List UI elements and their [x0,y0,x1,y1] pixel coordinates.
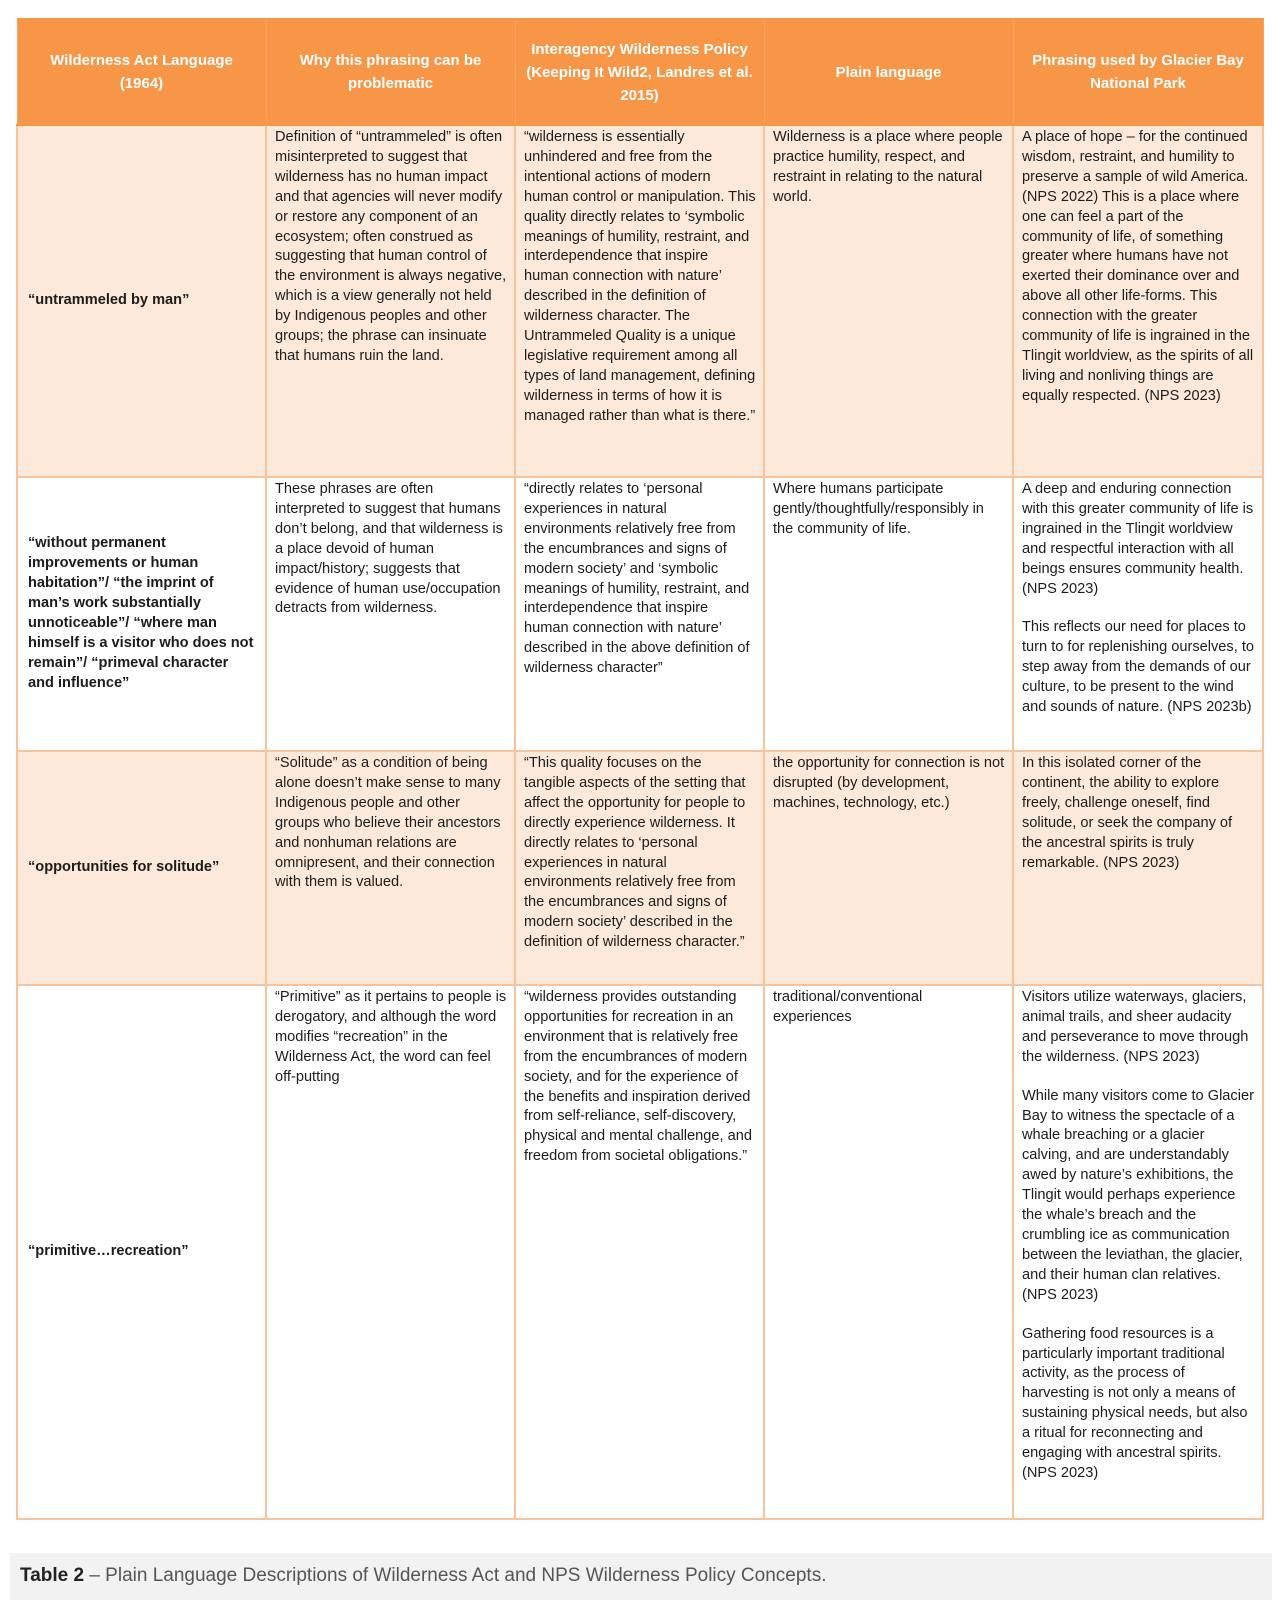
caption-label: Table 2 [20,1565,85,1586]
header-plain-language: Plain language [764,19,1013,125]
caption-text: – Plain Language Descriptions of Wilderness Act and NPS Wilderness Policy Concepts. [84,1565,827,1586]
cell-glacier-bay [1013,477,1263,751]
cell-policy: “wilderness is essentially unhindered and free from the intentional actions of modern human control or manipulation. This quality directly relates to ‘symbolic meanings of humility, restraint, and interdependence that inspire human connection with nature’ described in the definition of wilderness character. The Untrammeled Quality is a unique legislative requirement among all types of land management, defining wilderness in terms of how it is managed rather than what is there.” [515,125,764,477]
cell-problem: “Primitive” as it pertains to people is derogatory, and although the word modifies “recreation” in the Wilderness Act, the word can feel off-putting [266,985,515,1519]
glacier-bay-paragraph: Visitors utilize waterways, glaciers, animal trails, and sheer audacity and perseverance to move through the wilderness. (NPS 2023) [1022,989,1249,1065]
header-glacier-bay: Phrasing used by Glacier Bay National Park [1013,19,1263,125]
glacier-bay-paragraph: A deep and enduring connection with this greater community of life is ingrained in the Tlingit worldview and respectful interaction with all beings ensures community health. (NPS 2023) [1022,481,1254,597]
cell-plain: the opportunity for connection is not disrupted (by development, machines, technology, etc.) [764,751,1013,985]
cell-glacier-bay [1013,985,1263,1519]
table-row [17,477,1263,751]
glacier-bay-paragraph: This reflects our need for places to turn to for replenishing ourselves, to step away from the demands of our culture, to be present to the wind and sounds of nature. (NPS 2023b) [1022,619,1255,716]
table-row [17,751,1263,985]
table-row [17,125,1263,477]
comparison-table [16,18,1264,1520]
cell-glacier-bay [1013,751,1263,985]
cell-term: “without permanent improvements or human habitation”/ “the imprint of man’s work substantially unnoticeable”/ “where man himself is a visitor who does not remain”/ “primeval character and influence” [17,477,266,751]
header-interagency-policy: Interagency Wilderness Policy (Keeping It Wild2, Landres et al. 2015) [515,19,764,125]
cell-plain: Wilderness is a place where people practice humility, respect, and restraint in relating to the natural world. [764,125,1013,477]
cell-policy: “directly relates to ‘personal experiences in natural environments relatively free from the encumbrances and signs of modern society’ and ‘symbolic meanings of humility, restraint, and interdependence that inspire human connection with nature’ described in the above definition of wilderness character” [515,477,764,751]
cell-problem: Definition of “untrammeled” is often misinterpreted to suggest that wilderness has no human impact and that agencies will never modify or restore any component of an ecosystem; often construed as suggesting that human control of the environment is always negative, which is a view generally not held by Indigenous peoples and other groups; the phrase can insinuate that humans ruin the land. [266,125,515,477]
cell-problem: “Solitude” as a condition of being alone doesn’t make sense to many Indigenous people and other groups who believe their ancestors and nonhuman relations are omnipresent, and their connection with them is valued. [266,751,515,985]
glacier-bay-paragraph: Gathering food resources is a particularly important traditional activity, as the process of harvesting is not only a means of sustaining physical needs, but also a ritual for reconnecting and engaging with ancestral spirits. (NPS 2023) [1022,1325,1248,1481]
cell-term: “opportunities for solitude” [17,751,266,985]
cell-term: “untrammeled by man” [17,125,266,477]
glacier-bay-paragraph: While many visitors come to Glacier Bay to witness the spectacle of a whale breaching or a glacier calving, and are understandably awed by nature’s exhibitions, the Tlingit would perhaps experience the whale’s breach and the crumbling ice as communication between the leviathan, the glacier, and their human clan relatives. (NPS 2023) [1022,1087,1254,1303]
cell-problem: These phrases are often interpreted to suggest that humans don’t belong, and that wilderness is a place devoid of human impact/history; suggests that evidence of human use/occupation detracts from wilderness. [266,477,515,751]
comparison-table-container [16,18,1262,1520]
header-wilderness-act: Wilderness Act Language (1964) [17,19,266,125]
cell-glacier-bay [1013,125,1263,477]
cell-policy: “wilderness provides outstanding opportunities for recreation in an environment that is relatively free from the encumbrances of modern society, and for the experience of the benefits and inspiration derived from self-reliance, self-discovery, physical and mental challenge, and freedom from societal obligations.” [515,985,764,1519]
table-header-row [17,19,1263,125]
table-caption [10,1553,1272,1600]
header-problematic: Why this phrasing can be problematic [266,19,515,125]
glacier-bay-paragraph: A place of hope – for the continued wisdom, restraint, and humility to preserve a sample of wild America. (NPS 2022) This is a place where one can feel a part of the community of life, of something greater where humans have not exerted their dominance over and above all other life-forms. This connection with the greater community of life is ingrained in the Tlingit worldview, as the spirits of all living and nonliving things are equally respected. (NPS 2023) [1022,129,1254,404]
cell-plain: traditional/conventional experiences [764,985,1013,1519]
glacier-bay-paragraph: In this isolated corner of the continent, the ability to explore freely, challenge oneself, find solitude, or seek the company of the ancestral spirits is truly remarkable. (NPS 2023) [1022,755,1233,871]
cell-plain: Where humans participate gently/thoughtfully/responsibly in the community of life. [764,477,1013,751]
cell-policy: “This quality focuses on the tangible aspects of the setting that affect the opportunity for people to directly experience wilderness. It directly relates to ‘personal experiences in natural environments relatively free from the encumbrances and signs of modern society’ described in the definition of wilderness character.” [515,751,764,985]
cell-term: “primitive…recreation” [17,985,266,1519]
table-row [17,985,1263,1519]
